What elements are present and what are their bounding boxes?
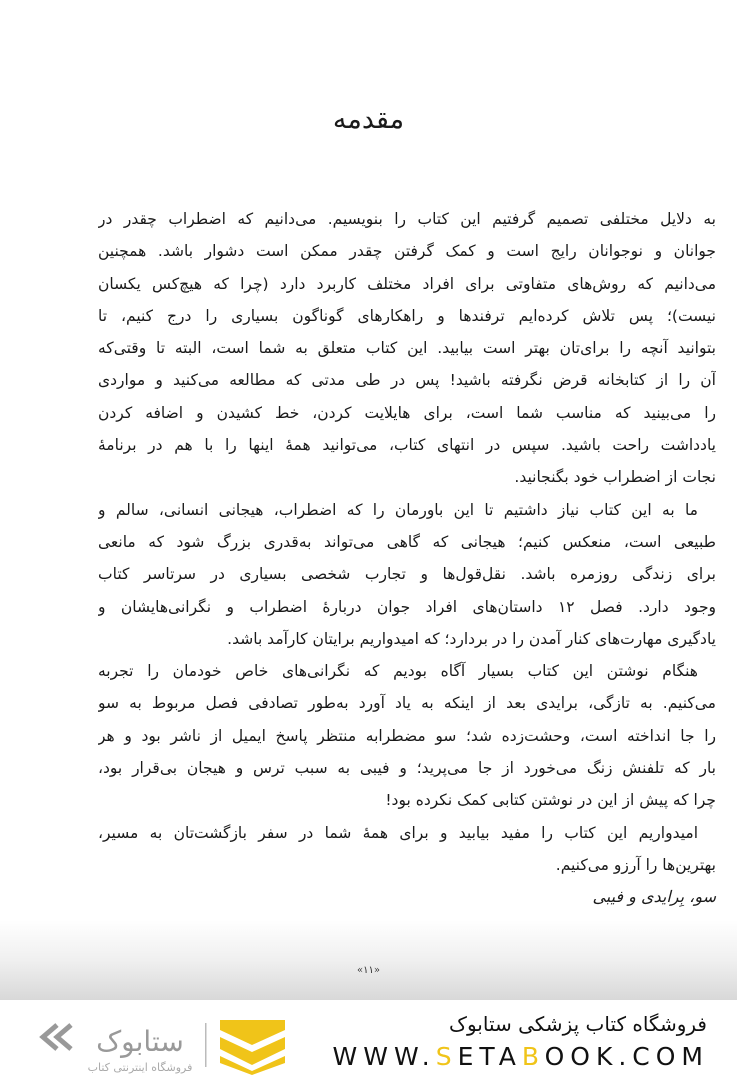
logo-text: ستابوک (96, 1025, 184, 1058)
url-part: S (435, 1042, 458, 1071)
text-line: وجود دارد. فصل ۱۲ داستان‌های افراد جوان دربارهٔ اضطراب و نگرانی‌هایشان و (98, 597, 716, 616)
text-line: را جا انداخته است، وحشت‌زده شد؛ سو مضطرابه منتظر پاسخ ایمیل از ناشر بود و هر (98, 726, 716, 745)
paragraph (98, 494, 716, 655)
text-line: نیست)؛ پس تلاش کرده‌ایم ترفندها و راهکارهای گوناگون بسیاری را درج کنیم، تا (98, 306, 716, 325)
logo-subtitle: فروشگاه اینترنتی کتاب (87, 1061, 193, 1074)
text-line: می‌دانیم که روش‌های متفاوتی برای افراد مختلف کاربرد دارد (چرا که هیچ‌کس یکسان (98, 274, 716, 293)
text-line: می‌کنیم. به تازگی، برایدی بعد از اینکه به یاد آورد به‌طور تصادفی فصل مربوط به سو (98, 694, 716, 713)
text-line: بتوانید آنچه را برای‌تان بهتر است بیابید. این کتاب متعلق به شما است، البته تا وقتی‌که (98, 339, 716, 358)
text-line: بهترین‌ها را آرزو می‌کنیم. (555, 855, 716, 874)
text-line: یادگیری مهارت‌های کنار آمدن را در بردارد؛ که امیدواریم برایتان کارآمد باشد. (227, 629, 716, 648)
signature: سو، بِرایدی و فیبی (592, 887, 716, 907)
text-line: به دلایل مختلفی تصمیم گرفتیم این کتاب را بنویسیم. می‌دانیم که اضطراب چقدر در (98, 210, 716, 228)
setabook-logo (35, 1015, 285, 1075)
text-line: را می‌بینید که مناسب شما است، برای هایلایت کردن، خط کشیدن و اضافه کردن (98, 403, 716, 422)
page-number: «۱۱» (357, 965, 380, 976)
paragraph (98, 655, 716, 816)
url-part: OOK.COM (544, 1042, 709, 1071)
text-line: برای زندگی روزمره باشد. نقل‌قول‌ها و تجارب شخصی بسیاری در سرتاسر کتاب (98, 565, 716, 584)
text-line: طبیعی است، منعکس کنیم؛ هیجانی که گاهی می‌تواند به‌قدری بزرگ شود که مانعی (98, 532, 716, 551)
page-body (98, 203, 716, 914)
text-line: امیدواریم این کتاب را مفید بیابید و برای همهٔ شما در سفر بازگشت‌تان به مسیر، (98, 823, 698, 842)
text-line: چرا که پیش از این در نوشتن کتابی کمک نکرده بود! (385, 791, 716, 810)
url-part: WWW. (332, 1042, 436, 1071)
url-part: B (521, 1042, 545, 1071)
text-line: جوانان و نوجوانان رایج است و کمک گرفتن چقدر ممکن است دشوار باشد. همچنین (98, 242, 716, 261)
text-line: ما به این کتاب نیاز داشتیم تا این باورمان را که اضطراب، هیجانی انسانی، سالم و (98, 500, 698, 519)
text-line: یادداشت راحت باشید. سپس در انتهای کتاب، می‌توانید همهٔ اینها را با هم در برنامهٔ (98, 436, 716, 455)
paragraph (98, 817, 716, 882)
paragraph (98, 203, 716, 494)
footer-banner (0, 1000, 737, 1080)
text-line: نجات از اضطراب خود بگنجانید. (514, 468, 716, 487)
shop-name: فروشگاه کتاب پزشکی ستابوک (449, 1012, 707, 1036)
page-title: مقدمه (332, 104, 405, 135)
url-part: ETA (457, 1042, 522, 1071)
shop-url[interactable] (333, 1042, 709, 1071)
text-line: آن را از کتابخانه قرض نگرفته باشید! پس در طی مدتی که مطالعه می‌کنید و مواردی (98, 371, 716, 390)
text-line: بار که تلفنش زنگ می‌خورد از جا می‌پرید؛ و فیبی به سبب ترس و هیجان بی‌قرار بود، (98, 759, 716, 778)
text-line: هنگام نوشتن این کتاب بسیار آگاه بودیم که نگرانی‌های خاص خودمان را تجربه (98, 662, 698, 681)
